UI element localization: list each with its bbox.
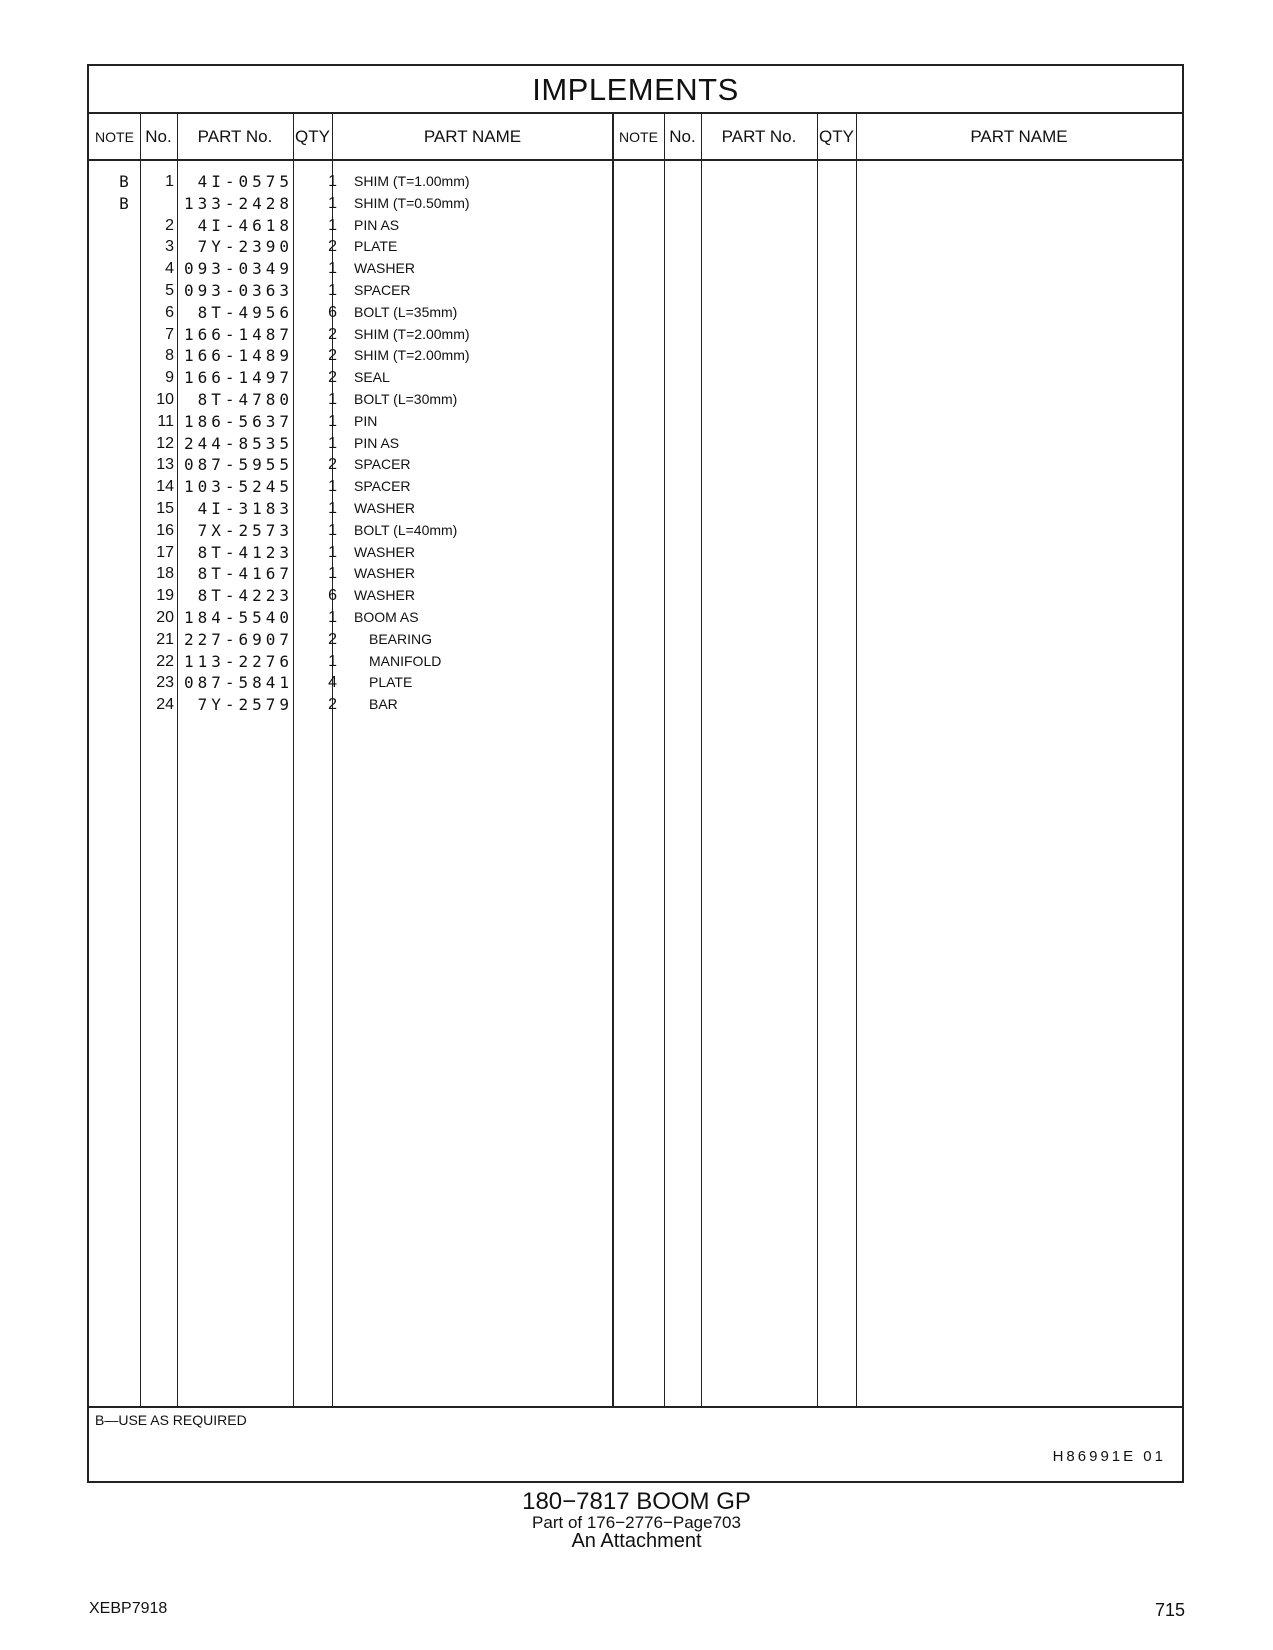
item-number-cell: 12	[156, 434, 174, 452]
table-row	[89, 366, 1182, 389]
item-number-cell: 19	[156, 587, 174, 605]
part-name-cell: WASHER	[354, 587, 415, 604]
part-number-cell: 133-2428	[183, 193, 293, 213]
table-row	[89, 388, 1182, 411]
part-name-cell: WASHER	[354, 565, 415, 582]
item-number-cell: 9	[165, 369, 174, 387]
item-number-cell: 4	[165, 260, 174, 278]
part-number-cell: 184-5540	[183, 608, 293, 627]
quantity-cell: 2	[328, 369, 337, 387]
part-name-cell: SPACER	[354, 478, 411, 495]
quantity-cell: 4	[328, 674, 337, 692]
quantity-cell: 1	[328, 282, 337, 299]
item-number-cell: 20	[156, 609, 174, 626]
table-row	[89, 671, 1182, 694]
quantity-cell: 1	[328, 500, 337, 517]
part-number-cell: 7X-2573	[197, 520, 293, 540]
part-name-cell: WASHER	[354, 543, 415, 560]
item-number-cell: 15	[156, 500, 174, 517]
item-number-cell: 22	[156, 652, 174, 670]
note-cell: B	[119, 193, 129, 213]
part-name-cell: PIN AS	[354, 434, 400, 451]
item-number-cell: 2	[165, 216, 174, 234]
section-title: IMPLEMENTS	[89, 66, 1182, 114]
table-body-divider	[89, 1406, 1182, 1408]
header-no-right: No.	[669, 127, 696, 146]
header-note-left: NOTE	[95, 129, 134, 145]
table-row	[89, 279, 1182, 302]
part-name-cell: BOLT (L=40mm)	[354, 521, 458, 538]
quantity-cell: 2	[328, 325, 337, 343]
table-row	[89, 432, 1182, 455]
header-divider	[89, 159, 1182, 161]
table-row	[89, 257, 1182, 280]
quantity-cell: 6	[328, 587, 337, 605]
table-row	[89, 541, 1182, 564]
part-name-cell: WASHER	[354, 260, 415, 277]
quantity-cell: 1	[328, 216, 337, 234]
quantity-cell: 1	[328, 434, 337, 452]
part-name-cell: SPACER	[354, 456, 411, 473]
header-note-right: NOTE	[619, 129, 658, 145]
table-row	[89, 214, 1182, 237]
part-name-cell: BOLT (L=30mm)	[354, 391, 458, 407]
part-number-cell: 8T-4167	[197, 564, 293, 584]
item-number-cell: 1	[165, 173, 174, 190]
quantity-cell: 1	[328, 260, 337, 278]
group-attachment-note: An Attachment	[571, 1530, 702, 1552]
header-qty-right: QTY	[819, 127, 854, 146]
table-row	[89, 410, 1182, 433]
part-number-cell: 186-5637	[183, 411, 293, 431]
part-number-cell: 8T-4780	[197, 390, 293, 409]
item-number-cell: 13	[156, 456, 174, 474]
table-row	[89, 170, 1182, 193]
part-name-cell: PIN	[354, 412, 378, 429]
note-cell: B	[119, 172, 129, 191]
item-number-cell: 16	[156, 521, 174, 539]
part-number-cell: 8T-4956	[197, 302, 293, 322]
parts-table-frame	[87, 64, 1184, 1483]
item-number-cell: 10	[156, 391, 174, 408]
quantity-cell: 2	[328, 456, 337, 474]
item-number-cell: 23	[156, 674, 174, 692]
footnote: B—USE AS REQUIRED	[95, 1412, 247, 1428]
quantity-cell: 2	[328, 347, 337, 365]
table-row	[89, 606, 1182, 629]
table-row	[89, 650, 1182, 673]
header-part-name-left: PART NAME	[423, 127, 522, 146]
item-number-cell: 8	[165, 347, 174, 365]
quantity-cell: 2	[328, 238, 337, 256]
item-number-cell: 21	[156, 630, 174, 648]
table-row	[89, 301, 1182, 324]
page-number: 715	[1154, 1600, 1185, 1620]
document-number: XEBP7918	[89, 1600, 168, 1617]
part-number-cell: 093-0363	[183, 281, 293, 300]
part-name-cell: BEARING	[369, 630, 433, 647]
table-row	[89, 628, 1182, 651]
quantity-cell: 1	[328, 652, 337, 670]
quantity-cell: 1	[328, 543, 337, 561]
header-part-name-right: PART NAME	[970, 127, 1068, 146]
header-part-no-left: PART No.	[197, 127, 273, 146]
item-number-cell: 17	[156, 543, 174, 561]
part-number-cell: 103-5245	[183, 477, 293, 497]
quantity-cell: 1	[328, 391, 337, 408]
header-qty-left: QTY	[295, 127, 330, 146]
item-number-cell: 24	[156, 696, 174, 714]
table-row	[89, 192, 1182, 215]
quantity-cell: 6	[328, 303, 337, 321]
part-name-cell: MANIFOLD	[369, 652, 442, 669]
part-name-cell: PIN AS	[354, 216, 400, 233]
table-row	[89, 519, 1182, 542]
part-number-cell: 4I-3183	[197, 499, 293, 518]
part-number-cell: 8T-4223	[197, 586, 293, 606]
item-number-cell: 14	[156, 478, 174, 496]
item-number-cell: 3	[165, 238, 174, 256]
table-row	[89, 497, 1182, 520]
group-subtitle: Part of 176−2776−Page703	[532, 1513, 741, 1532]
table-row	[89, 344, 1182, 367]
item-number-cell: 5	[165, 282, 174, 299]
part-number-cell: 093-0349	[183, 259, 293, 279]
quantity-cell: 1	[328, 565, 337, 583]
part-number-cell: 087-5841	[183, 673, 293, 693]
part-name-cell: SHIM (T=0.50mm)	[354, 194, 470, 211]
quantity-cell: 1	[328, 478, 337, 496]
item-number-cell: 18	[156, 565, 174, 583]
part-number-cell: 087-5955	[183, 455, 293, 475]
group-title: 180−7817 BOOM GP	[522, 1488, 751, 1515]
item-number-cell: 11	[157, 412, 174, 430]
table-row	[89, 235, 1182, 258]
quantity-cell: 2	[328, 630, 337, 648]
quantity-cell: 1	[328, 173, 337, 190]
table-row	[89, 475, 1182, 498]
part-number-cell: 166-1487	[183, 324, 293, 344]
item-number-cell: 7	[165, 325, 174, 343]
part-number-cell: 4I-4618	[197, 215, 293, 235]
part-name-cell: PLATE	[354, 238, 398, 255]
table-row	[89, 584, 1182, 607]
part-name-cell: SHIM (T=2.00mm)	[354, 325, 470, 342]
part-number-cell: 166-1489	[183, 346, 293, 366]
part-number-cell: 7Y-2579	[197, 695, 293, 715]
quantity-cell: 1	[328, 412, 337, 430]
quantity-cell: 1	[328, 609, 337, 626]
part-name-cell: BAR	[369, 696, 398, 713]
item-number-cell: 6	[165, 303, 174, 321]
part-number-cell: 227-6907	[183, 629, 293, 649]
part-name-cell: BOLT (L=35mm)	[354, 303, 458, 320]
quantity-cell: 2	[328, 696, 337, 714]
part-name-cell: SHIM (T=1.00mm)	[354, 173, 470, 189]
quantity-cell: 1	[328, 521, 337, 539]
table-row	[89, 693, 1182, 716]
header-no-left: No.	[145, 127, 172, 146]
part-number-cell: 166-1497	[183, 368, 293, 388]
part-name-cell: BOOM AS	[354, 609, 419, 625]
part-number-cell: 244-8535	[183, 433, 293, 453]
quantity-cell: 1	[328, 194, 337, 212]
table-row	[89, 453, 1182, 476]
part-name-cell: SPACER	[354, 282, 411, 298]
part-name-cell: SEAL	[354, 369, 390, 386]
part-number-cell: 113-2276	[183, 651, 293, 671]
table-row	[89, 562, 1182, 585]
reference-code: H86991E 01	[1052, 1448, 1166, 1465]
part-number-cell: 8T-4123	[197, 542, 293, 562]
part-name-cell: SHIM (T=2.00mm)	[354, 347, 470, 364]
part-number-cell: 7Y-2390	[197, 237, 293, 257]
part-name-cell: WASHER	[354, 500, 415, 516]
part-name-cell: PLATE	[369, 674, 413, 691]
header-part-no-right: PART No.	[721, 127, 797, 146]
table-row	[89, 323, 1182, 346]
part-number-cell: 4I-0575	[197, 172, 293, 191]
